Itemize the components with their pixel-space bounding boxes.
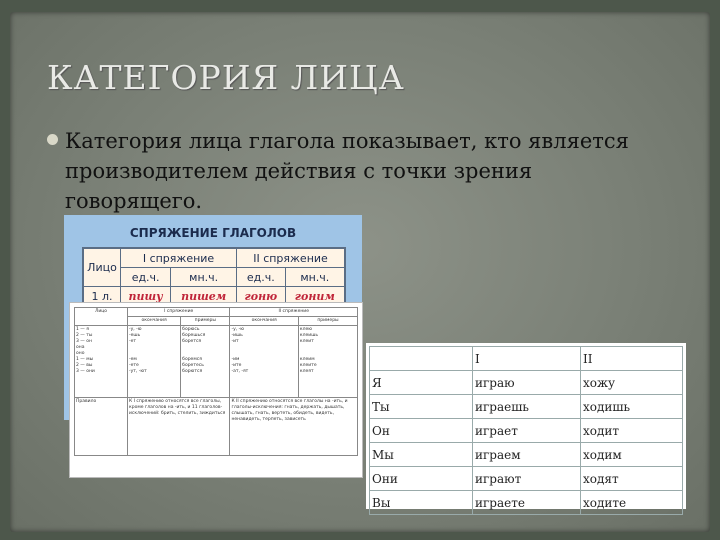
forms-head-cell: II xyxy=(581,347,683,371)
scan-table xyxy=(74,307,358,456)
poster-person-header: Лицо xyxy=(84,249,121,287)
table-row xyxy=(370,467,683,491)
conj1-cell: играем xyxy=(473,443,581,467)
conjugation-scan-image xyxy=(69,302,363,478)
forms-head-cell: I xyxy=(473,347,581,371)
poster-sg-2: ед.ч. xyxy=(237,268,286,287)
pronoun-cell: Я xyxy=(370,371,473,395)
conj1-cell: играешь xyxy=(473,395,581,419)
scan-conj2-header: II спряжение xyxy=(230,308,358,317)
poster-cell: пишем xyxy=(171,287,237,306)
poster-pl-1: мн.ч. xyxy=(171,268,237,287)
conj2-cell: ходишь xyxy=(581,395,683,419)
conj1-cell: играют xyxy=(473,467,581,491)
table-row xyxy=(370,395,683,419)
poster-cell: гоним xyxy=(285,287,344,306)
scan-conj1-header: I спряжение xyxy=(128,308,230,317)
scan-examples-header: примеры xyxy=(298,317,357,326)
conj2-cell: ходите xyxy=(581,491,683,515)
poster-cell: гоню xyxy=(237,287,286,306)
scan-examples-header: примеры xyxy=(181,317,230,326)
forms-table xyxy=(369,346,683,515)
conj1-cell: играю xyxy=(473,371,581,395)
pronoun-cell: Ты xyxy=(370,395,473,419)
scan-examples-1: борюсь борешься борется боремся боретесь борются xyxy=(181,326,230,398)
poster-row-label: 1 л. xyxy=(84,287,121,306)
scan-endings-1: -у, -ю -ешь -ет -ем -ете -ут, -ют xyxy=(128,326,181,398)
scan-endings-header: окончания xyxy=(128,317,181,326)
table-row xyxy=(370,419,683,443)
conj2-cell: хожу xyxy=(581,371,683,395)
pronoun-cell: Они xyxy=(370,467,473,491)
scan-endings-2: -у, -ю -ишь -ит -им -ите -ат, -ят xyxy=(230,326,298,398)
scan-rule-2: К II спряжению относятся все глаголы на -ить, и глаголы-исключения: гнать, держать, дышать, слышать, гнать, вертеть, обидеть, видеть, ненавидеть, терпеть, зависеть xyxy=(230,398,358,456)
poster-conj2-header: II спряжение xyxy=(237,249,345,268)
conj2-cell: ходит xyxy=(581,419,683,443)
conj1-cell: играет xyxy=(473,419,581,443)
scan-examples-2: клею клеишь клеит клеим клеите клеят xyxy=(298,326,357,398)
scan-rule-1: К I спряжению относятся все глаголы, кроме глаголов на -ить, и 11 глаголов-исключений: брить, стелить, зиждиться xyxy=(128,398,230,456)
forms-head-cell xyxy=(370,347,473,371)
conj2-cell: ходим xyxy=(581,443,683,467)
personal-forms-image xyxy=(366,343,686,509)
poster-title: СПРЯЖЕНИЕ ГЛАГОЛОВ xyxy=(129,226,297,240)
poster-pl-2: мн.ч. xyxy=(285,268,344,287)
scan-person-header: Лицо xyxy=(75,308,128,326)
bullet-icon xyxy=(47,134,58,145)
slide-title: КАТЕГОРИЯ ЛИЦА xyxy=(47,58,405,97)
poster-conj1-header: I спряжение xyxy=(121,249,237,268)
poster-cell: пишу xyxy=(121,287,171,306)
pronoun-cell: Он xyxy=(370,419,473,443)
table-row xyxy=(370,371,683,395)
poster-sg-1: ед.ч. xyxy=(121,268,171,287)
bullet-text: Категория лица глагола показывает, кто является производителем действия с точки зрения говорящего. xyxy=(65,129,629,213)
table-row xyxy=(370,491,683,515)
pronoun-cell: Вы xyxy=(370,491,473,515)
scan-rule-header: Правило xyxy=(75,398,128,456)
conj1-cell: играете xyxy=(473,491,581,515)
table-row xyxy=(370,443,683,467)
pronoun-cell: Мы xyxy=(370,443,473,467)
poster-grid xyxy=(82,247,346,307)
scan-endings-header: окончания xyxy=(230,317,298,326)
scan-persons: 1 — я 2 — ты 3 — он она оно 1 — мы 2 — вы 3 — они xyxy=(75,326,128,398)
conj2-cell: ходят xyxy=(581,467,683,491)
poster-table xyxy=(83,248,345,306)
